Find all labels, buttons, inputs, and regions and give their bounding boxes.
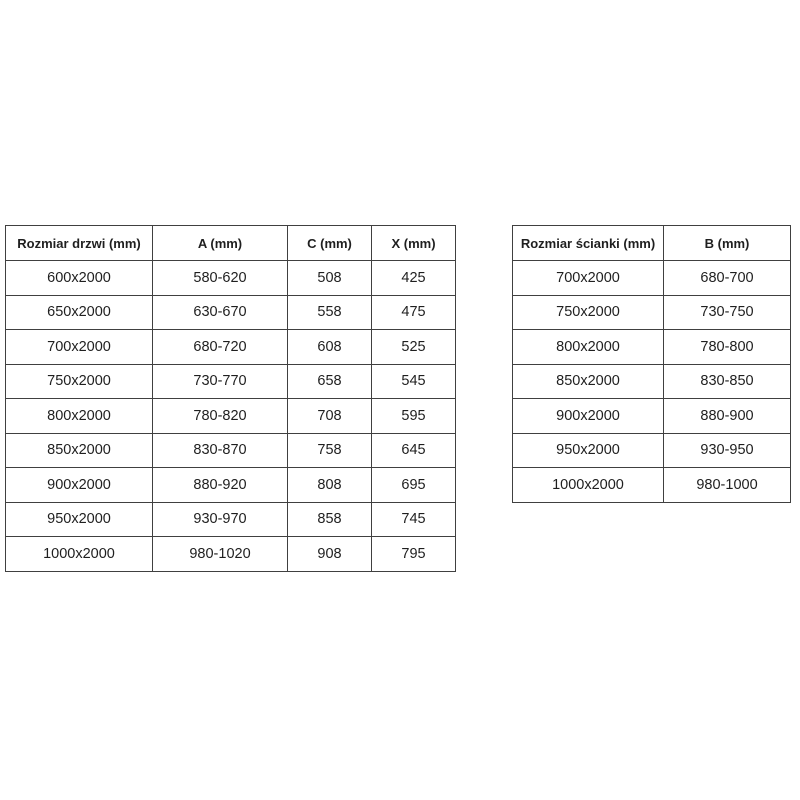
column-header: A (mm) (153, 226, 288, 261)
table-cell: 525 (372, 330, 456, 365)
table-row (6, 433, 456, 468)
table-cell: 930-970 (153, 502, 288, 537)
table-cell: 680-720 (153, 330, 288, 365)
table-cell: 750x2000 (513, 295, 664, 330)
wall-sizes-table-header (513, 226, 791, 261)
table-row (6, 364, 456, 399)
table-cell: 708 (288, 399, 372, 434)
table-cell: 900x2000 (6, 468, 153, 503)
table-row (6, 295, 456, 330)
table-cell: 750x2000 (6, 364, 153, 399)
door-sizes-table-header (6, 226, 456, 261)
table-cell: 600x2000 (6, 261, 153, 296)
table-row (6, 399, 456, 434)
table-cell: 658 (288, 364, 372, 399)
table-cell: 980-1000 (664, 468, 791, 503)
table-cell: 930-950 (664, 433, 791, 468)
header-row (513, 226, 791, 261)
wall-sizes-table-body (513, 261, 791, 503)
table-cell: 980-1020 (153, 537, 288, 572)
table-cell: 880-920 (153, 468, 288, 503)
table-row (513, 330, 791, 365)
table-cell: 558 (288, 295, 372, 330)
table-cell: 795 (372, 537, 456, 572)
table-cell: 745 (372, 502, 456, 537)
table-cell: 680-700 (664, 261, 791, 296)
table-cell: 858 (288, 502, 372, 537)
table-cell: 545 (372, 364, 456, 399)
table-cell: 630-670 (153, 295, 288, 330)
table-cell: 780-800 (664, 330, 791, 365)
table-row (513, 261, 791, 296)
column-header: Rozmiar ścianki (mm) (513, 226, 664, 261)
table-row (513, 364, 791, 399)
table-cell: 800x2000 (6, 399, 153, 434)
table-row (513, 433, 791, 468)
table-row (6, 330, 456, 365)
table-cell: 800x2000 (513, 330, 664, 365)
table-cell: 608 (288, 330, 372, 365)
table-cell: 850x2000 (6, 433, 153, 468)
table-cell: 645 (372, 433, 456, 468)
table-cell: 730-750 (664, 295, 791, 330)
table-row (6, 261, 456, 296)
table-cell: 900x2000 (513, 399, 664, 434)
table-cell: 700x2000 (513, 261, 664, 296)
table-row (6, 537, 456, 572)
table-cell: 908 (288, 537, 372, 572)
column-header: Rozmiar drzwi (mm) (6, 226, 153, 261)
table-cell: 580-620 (153, 261, 288, 296)
table-cell: 1000x2000 (6, 537, 153, 572)
header-row (6, 226, 456, 261)
table-cell: 830-870 (153, 433, 288, 468)
table-cell: 475 (372, 295, 456, 330)
table-cell: 508 (288, 261, 372, 296)
column-header: B (mm) (664, 226, 791, 261)
column-header: C (mm) (288, 226, 372, 261)
table-cell: 880-900 (664, 399, 791, 434)
table-cell: 695 (372, 468, 456, 503)
table-cell: 1000x2000 (513, 468, 664, 503)
column-header: X (mm) (372, 226, 456, 261)
table-row (513, 295, 791, 330)
table-cell: 950x2000 (513, 433, 664, 468)
table-row (6, 502, 456, 537)
wall-sizes-table (512, 225, 791, 503)
table-row (513, 399, 791, 434)
table-cell: 758 (288, 433, 372, 468)
table-cell: 595 (372, 399, 456, 434)
table-cell: 425 (372, 261, 456, 296)
table-cell: 780-820 (153, 399, 288, 434)
table-cell: 850x2000 (513, 364, 664, 399)
table-cell: 830-850 (664, 364, 791, 399)
table-cell: 950x2000 (6, 502, 153, 537)
table-cell: 730-770 (153, 364, 288, 399)
table-cell: 808 (288, 468, 372, 503)
table-row (6, 468, 456, 503)
door-sizes-table-body (6, 261, 456, 572)
table-row (513, 468, 791, 503)
table-cell: 650x2000 (6, 295, 153, 330)
table-cell: 700x2000 (6, 330, 153, 365)
door-sizes-table (5, 225, 456, 572)
